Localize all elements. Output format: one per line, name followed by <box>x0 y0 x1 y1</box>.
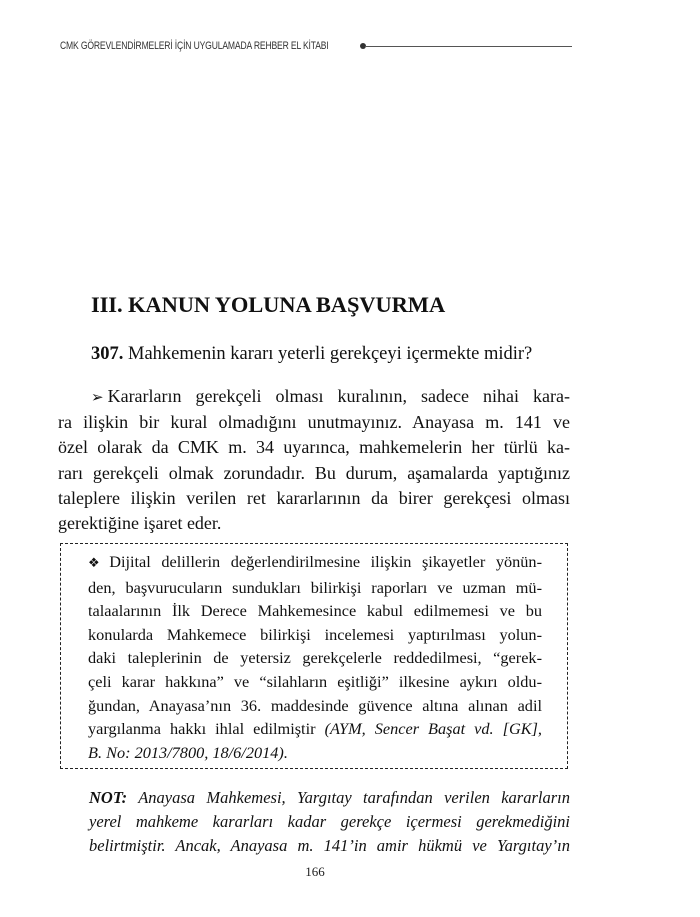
note-line: NOT: Anayasa Mahkemesi, Yargıtay tarafından verilen kararların <box>89 788 570 807</box>
box-line: den, başvurucuların sundukları bilirkişi raporları ve uzman mü- <box>88 577 542 597</box>
citation: B. No: 2013/7800, 18/6/2014). <box>88 742 288 762</box>
paragraph-line: rarı gerekçeli olmak zorundadır. Bu durum, aşamalarda yaptığınız <box>58 462 570 483</box>
paragraph-line: özel olarak da CMK m. 34 uyarınca, mahkemelerin her türlü ka- <box>58 437 570 458</box>
paragraph-line: ra ilişkin bir kural olmadığını unutmayınız. Anayasa m. 141 ve <box>58 412 570 433</box>
running-header <box>60 38 572 54</box>
paragraph-line: ➢ Kararların gerekçeli olması kuralının, sadece nihai kara- <box>91 386 570 406</box>
header-rule <box>365 46 572 47</box>
section-heading: III. KANUN YOLUNA BAŞVURMA <box>91 292 446 317</box>
note-line: belirtmiştir. Ancak, Anayasa m. 141’in amir hükmü ve Yargıtay’ın <box>89 835 570 855</box>
citation: (AYM, Sencer Başat vd. [GK], <box>324 719 542 739</box>
box-line: konularda Mahkemece bilirkişi incelemesi yaptırılması yolun- <box>88 624 542 644</box>
note-paragraph <box>89 786 570 857</box>
paragraph-line: taleplere ilişkin verilen ret kararlarının da birer gerekçesi olması <box>58 487 570 508</box>
paragraph-line: gerektiğine işaret eder. <box>58 513 222 534</box>
box-line: ğundan, Anayasa’nın 36. maddesinde güvence altına alınan adil <box>88 695 542 715</box>
note-label: NOT: <box>89 788 128 807</box>
note-line: yerel mahkeme kararları kadar gerekçe içermesi gerekmediğini <box>89 811 570 831</box>
case-law-box <box>60 543 568 769</box>
box-line: çeli karar hakkına” ve “silahların eşitliği” ilkesine aykırı oldu- <box>88 671 542 691</box>
box-line: ❖ Dijital delillerin değerlendirilmesine ilişkin şikayetler yönün- <box>88 552 542 571</box>
arrow-bullet-icon: ➢ <box>91 388 104 406</box>
question <box>91 342 532 366</box>
box-line: yargılanma hakkı ihlal edilmiştir (AYM, Sencer Başat vd. [GK], <box>88 719 542 739</box>
box-line: daki taleplerinin de yetersiz gerekçelerle reddedilmesi, “gerek- <box>88 648 542 668</box>
question-number: 307. <box>91 344 124 364</box>
answer-paragraph <box>58 384 570 536</box>
running-header-title: CMK GÖREVLENDİRMELERİ İÇİN UYGULAMADA REHBER EL KİTABI <box>60 40 329 52</box>
box-line: talaalarının İlk Derece Mahkemesince kabul edilmemesi ve bu <box>88 601 542 621</box>
case-law-text <box>88 550 542 764</box>
diamond-bullet-icon: ❖ <box>88 556 107 571</box>
page-number: 166 <box>305 864 325 879</box>
question-text: Mahkemenin kararı yeterli gerekçeyi içermekte midir? <box>128 344 533 364</box>
